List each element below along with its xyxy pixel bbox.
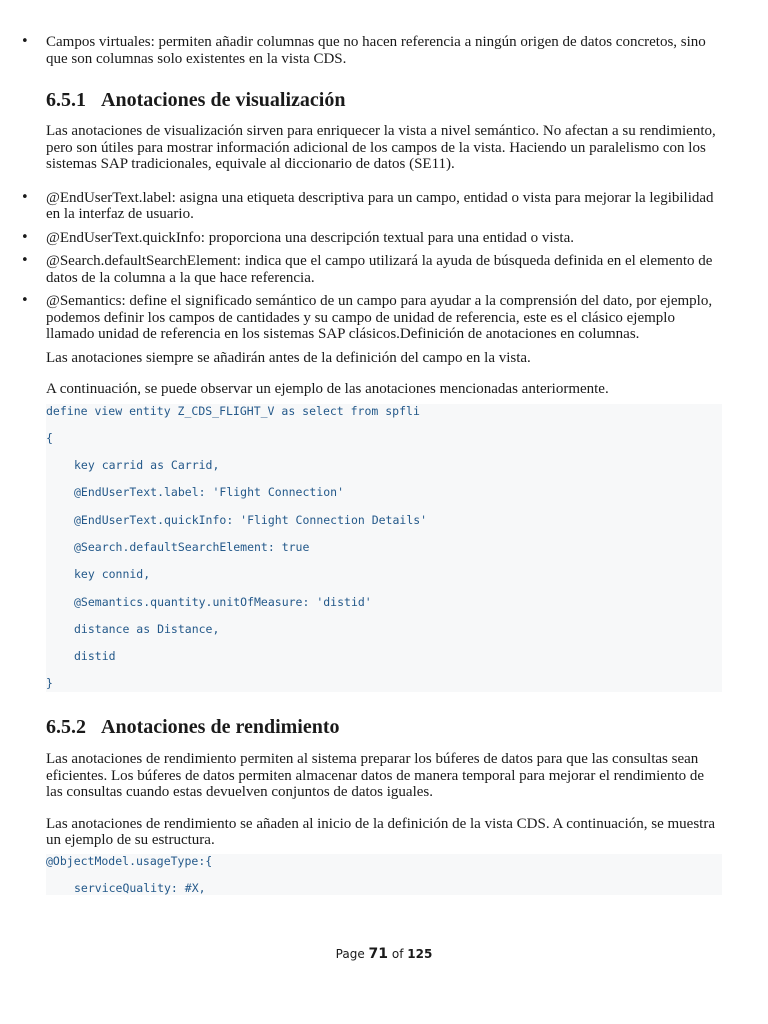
page-footer — [0, 946, 768, 962]
code-block — [46, 404, 722, 693]
section-heading-6-5-2 — [46, 715, 722, 739]
total-pages: 125 — [407, 947, 433, 961]
code-line: @EndUserText.label: 'Flight Connection' — [74, 485, 345, 500]
section-title: Anotaciones de visualización — [101, 89, 346, 111]
code-line: @ObjectModel.usageType:{ — [46, 853, 213, 868]
code-block — [46, 854, 722, 895]
list-item: • @Semantics: define el significado semántico de un campo para ayudar a la comprensión del dato, por ejemplo, podemos definir los campos de cantidades y su campo de unidad de referencia, este es el clásico ejemplo llamado unidad de referencia en los sistemas SAP clásicos.Definición de anotaciones en columnas. — [46, 293, 722, 343]
page-number: 71 — [368, 946, 389, 962]
code-line: key connid, — [74, 567, 151, 582]
code-line: define view entity Z_CDS_FLIGHT_V as select from spfli — [46, 403, 420, 418]
code-line: @Semantics.quantity.unitOfMeasure: 'distid' — [74, 594, 372, 609]
list-item: • @EndUserText.label: asigna una etiqueta descriptiva para un campo, entidad o vista para mejorar la legibilidad en la interfaz de usuario. — [46, 190, 722, 223]
code-line: } — [46, 676, 53, 691]
paragraph: Las anotaciones de rendimiento se añaden al inicio de la definición de la vista CDS. A continuación, se muestra un ejemplo de su estructura. — [46, 815, 715, 849]
code-line: @EndUserText.quickInfo: 'Flight Connection Details' — [74, 512, 428, 527]
section-number: 6.5.2 — [46, 716, 86, 739]
section-heading-6-5-1 — [46, 88, 722, 112]
code-line: @Search.defaultSearchElement: true — [74, 539, 310, 554]
code-line: { — [46, 430, 53, 445]
paragraph: Las anotaciones siempre se añadirán antes de la definición del campo en la vista. — [46, 349, 531, 366]
code-line: distance as Distance, — [74, 621, 220, 636]
paragraph: A continuación, se puede observar un ejemplo de las anotaciones mencionadas anteriormente. — [46, 381, 609, 397]
paragraph: Las anotaciones de rendimiento permiten al sistema preparar los búferes de datos para que las consultas sean eficientes. Los búferes de datos permiten almacenar datos de manera temporal para mejorar el rendimiento de las consultas cuando estas devuelven conjuntos de datos iguales. — [46, 751, 705, 801]
of-word: of — [391, 947, 404, 961]
page-word: Page — [335, 947, 365, 961]
bullet-list-top — [46, 34, 722, 67]
code-line: serviceQuality: #X, — [74, 881, 206, 896]
list-item: • @Search.defaultSearchElement: indica que el campo utilizará la ayuda de búsqueda definida en el elemento de datos de la columna a la que hace referencia. — [46, 253, 722, 286]
page-content — [46, 34, 722, 895]
paragraph: Las anotaciones de visualización sirven para enriquecer la vista a nivel semántico. No afectan a su rendimiento, pero son útiles para mostrar información adicional de los campos de la vista. Haciendo un paralelismo con los sistemas SAP tradicionales, equivale al diccionario de datos (SE11). — [46, 123, 716, 172]
code-line: key carrid as Carrid, — [74, 458, 220, 473]
code-line: distid — [74, 649, 116, 664]
list-item: • Campos virtuales: permiten añadir columnas que no hacen referencia a ningún origen de datos concretos, sino que son columnas solo existentes en la vista CDS. — [46, 34, 722, 67]
bullet-list-annotations — [46, 190, 722, 343]
section-title: Anotaciones de rendimiento — [101, 716, 340, 739]
list-item: • @EndUserText.quickInfo: proporciona una descripción textual para una entidad o vista. — [46, 230, 722, 247]
section-number: 6.5.1 — [46, 89, 86, 111]
